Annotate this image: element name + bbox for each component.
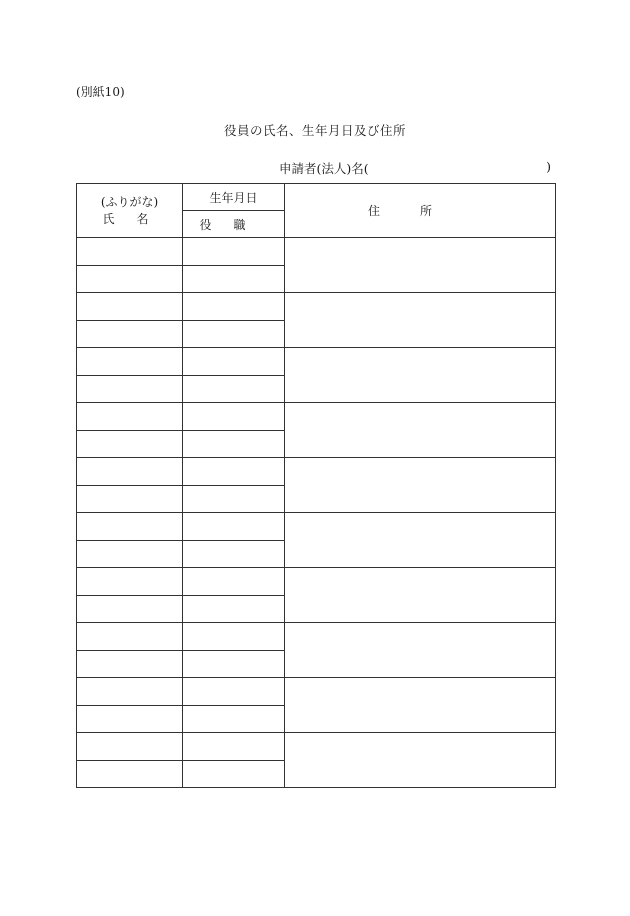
- birthdate-column-header: 生年月日: [183, 184, 285, 211]
- name-column-header: [77, 184, 183, 238]
- birthdate-cell[interactable]: [183, 513, 285, 541]
- role-cell[interactable]: [183, 375, 285, 403]
- form-number: (別紙10): [76, 85, 125, 99]
- address-column-header: 住所: [285, 184, 556, 238]
- name-cell[interactable]: [77, 650, 183, 678]
- role-cell[interactable]: [183, 320, 285, 348]
- name-cell[interactable]: [77, 705, 183, 733]
- officer-table: [76, 183, 556, 788]
- birthdate-cell[interactable]: [183, 293, 285, 321]
- officer-row-upper: [77, 733, 556, 761]
- name-cell[interactable]: [77, 320, 183, 348]
- name-cell[interactable]: [77, 595, 183, 623]
- name-cell[interactable]: [77, 760, 183, 788]
- name-cell[interactable]: [77, 540, 183, 568]
- birthdate-cell[interactable]: [183, 623, 285, 651]
- address-cell[interactable]: [285, 568, 556, 623]
- birthdate-cell[interactable]: [183, 403, 285, 431]
- furigana-cell[interactable]: [77, 238, 183, 266]
- furigana-cell[interactable]: [77, 458, 183, 486]
- officer-row-upper: [77, 403, 556, 431]
- name-cell[interactable]: [77, 375, 183, 403]
- officer-row-upper: [77, 238, 556, 266]
- name-cell[interactable]: [77, 430, 183, 458]
- birthdate-cell[interactable]: [183, 348, 285, 376]
- name-cell[interactable]: [77, 265, 183, 293]
- furigana-cell[interactable]: [77, 293, 183, 321]
- birthdate-cell[interactable]: [183, 678, 285, 706]
- address-cell[interactable]: [285, 238, 556, 293]
- furigana-cell[interactable]: [77, 568, 183, 596]
- furigana-cell[interactable]: [77, 733, 183, 761]
- applicant-close-paren: ): [546, 159, 551, 174]
- applicant-name-line: [279, 159, 551, 177]
- furigana-header-label: (ふりがな): [100, 194, 159, 209]
- address-cell[interactable]: [285, 623, 556, 678]
- address-cell[interactable]: [285, 678, 556, 733]
- name-cell[interactable]: [77, 485, 183, 513]
- role-cell[interactable]: [183, 430, 285, 458]
- name-header-label: 氏名: [102, 211, 171, 226]
- officer-row-upper: [77, 293, 556, 321]
- role-cell[interactable]: [183, 760, 285, 788]
- role-cell[interactable]: [183, 485, 285, 513]
- furigana-cell[interactable]: [77, 513, 183, 541]
- address-cell[interactable]: [285, 733, 556, 788]
- officer-row-upper: [77, 678, 556, 706]
- officer-row-upper: [77, 513, 556, 541]
- furigana-cell[interactable]: [77, 348, 183, 376]
- furigana-cell[interactable]: [77, 678, 183, 706]
- address-cell[interactable]: [285, 458, 556, 513]
- role-cell[interactable]: [183, 540, 285, 568]
- officer-row-upper: [77, 568, 556, 596]
- form-title: 役員の氏名、生年月日及び住所: [223, 123, 406, 138]
- applicant-label: 申請者(法人)名(: [279, 161, 369, 176]
- officer-row-upper: [77, 348, 556, 376]
- birthdate-cell[interactable]: [183, 733, 285, 761]
- address-cell[interactable]: [285, 403, 556, 458]
- role-cell[interactable]: [183, 705, 285, 733]
- furigana-cell[interactable]: [77, 403, 183, 431]
- birthdate-cell[interactable]: [183, 238, 285, 266]
- address-cell[interactable]: [285, 348, 556, 403]
- furigana-cell[interactable]: [77, 623, 183, 651]
- address-cell[interactable]: [285, 513, 556, 568]
- role-cell[interactable]: [183, 265, 285, 293]
- officer-rows: [77, 238, 556, 788]
- officer-row-upper: [77, 458, 556, 486]
- role-cell[interactable]: [183, 595, 285, 623]
- role-column-header: 役職: [183, 211, 285, 238]
- birthdate-cell[interactable]: [183, 568, 285, 596]
- role-cell[interactable]: [183, 650, 285, 678]
- birthdate-cell[interactable]: [183, 458, 285, 486]
- address-cell[interactable]: [285, 293, 556, 348]
- officer-row-upper: [77, 623, 556, 651]
